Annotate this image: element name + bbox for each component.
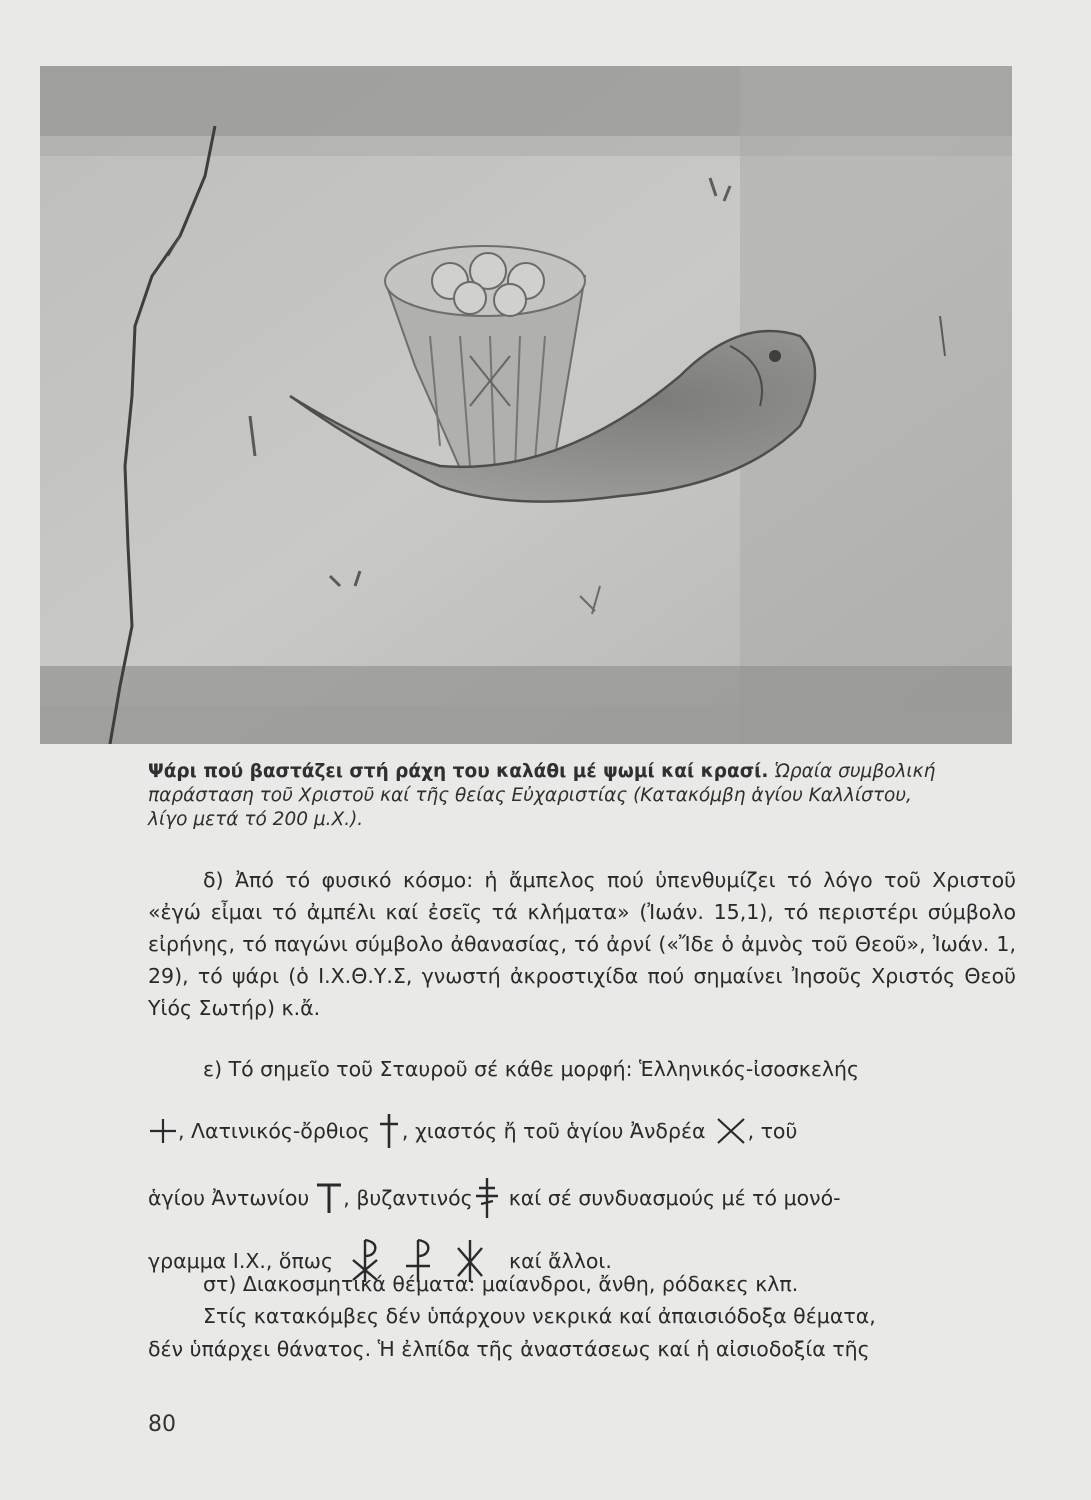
catacomb-fresco-photo: [40, 66, 1012, 744]
paragraph-last-line1: Στίς κατακόμβες δέν ὑπάρχουν νεκρικά καί ἀπαισιόδοξα θέματα,: [203, 1304, 876, 1328]
greek-cross-icon: [148, 1116, 178, 1146]
caption-italic-3: λίγο μετά τό 200 μ.Χ.).: [148, 809, 364, 830]
paragraph-d: δ) Ἀπό τό φυσικό κόσμο: ἡ ἄμπελος πού ὑπενθυμίζει τό λόγο τοῦ Χριστοῦ «ἐγώ εἶμαι τό ἀμπέλι καί ἐσεῖς τά κλήματα» (Ἰωάν. 15,1), τό περιστέρι σύμβολο εἰρήνης, τό παγώνι σύμβολο ἀθανασίας, τό ἀρνί («Ἴδε ὁ ἀμνὸς τοῦ Θεοῦ», Ἰωάν. 1, 29), τό ψάρι (ὁ Ι.Χ.Θ.Υ.Σ, γνωστή ἀκροστιχίδα πού σημαίνει Ἰησοῦς Χριστός Θεοῦ Υἱός Σωτήρ) κ.ἄ.: [148, 868, 1016, 1020]
paragraph-e-line2: [148, 1112, 1016, 1150]
saint-anthony-label: ἁγίου Ἀντωνίου: [148, 1186, 310, 1210]
combinations-label: καί σέ συνδυασμούς μέ τό μονό-: [508, 1186, 841, 1210]
page-number: 80: [148, 1412, 176, 1437]
tau-cross-icon: [315, 1181, 343, 1215]
saint-andrew-cross-icon: [714, 1116, 748, 1146]
latin-cross-icon: [376, 1112, 402, 1150]
caption-italic-1: Ὡραία συμβολική: [768, 761, 936, 782]
latin-cross-label: , Λατινικός-ὄρθιος: [178, 1119, 370, 1143]
caption-italic-2: παράσταση τοῦ Χριστοῦ καί τῆς θείας Εὐχαριστίας (Κατακόμβη ἁγίου Καλλίστου,: [148, 785, 912, 806]
byzantine-cross-icon: [473, 1176, 501, 1220]
paragraph-st: στ) Διακοσμητικά θέματα: μαίανδροι, ἄνθη, ρόδακες κλπ.: [203, 1272, 799, 1296]
saint-andrew-cross-label: , χιαστός ἤ τοῦ ἁγίου Ἀνδρέα: [401, 1119, 706, 1143]
caption-bold: Ψάρι πού βαστάζει στή ράχη του καλάθι μέ ψωμί καί κρασί.: [148, 761, 769, 782]
and-others-label: καί ἄλλοι.: [509, 1249, 612, 1273]
monogram-label: γραμμα Ι.Χ., ὅπως: [148, 1249, 334, 1273]
line2-end: , τοῦ: [747, 1119, 798, 1143]
paragraph-e-line1: ε) Τό σημεῖο τοῦ Σταυροῦ σέ κάθε μορφή: Ἑλληνικός-ἰσοσκελής: [203, 1057, 860, 1081]
paragraph-last-line2: δέν ὑπάρχει θάνατος. Ἡ ἐλπίδα τῆς ἀναστάσεως καί ἡ αἰσιοδοξία τῆς: [148, 1337, 870, 1361]
photo-caption: [148, 760, 1028, 832]
byzantine-label: , βυζαντινός: [343, 1186, 473, 1210]
paragraph-e-line3: [148, 1176, 1016, 1220]
